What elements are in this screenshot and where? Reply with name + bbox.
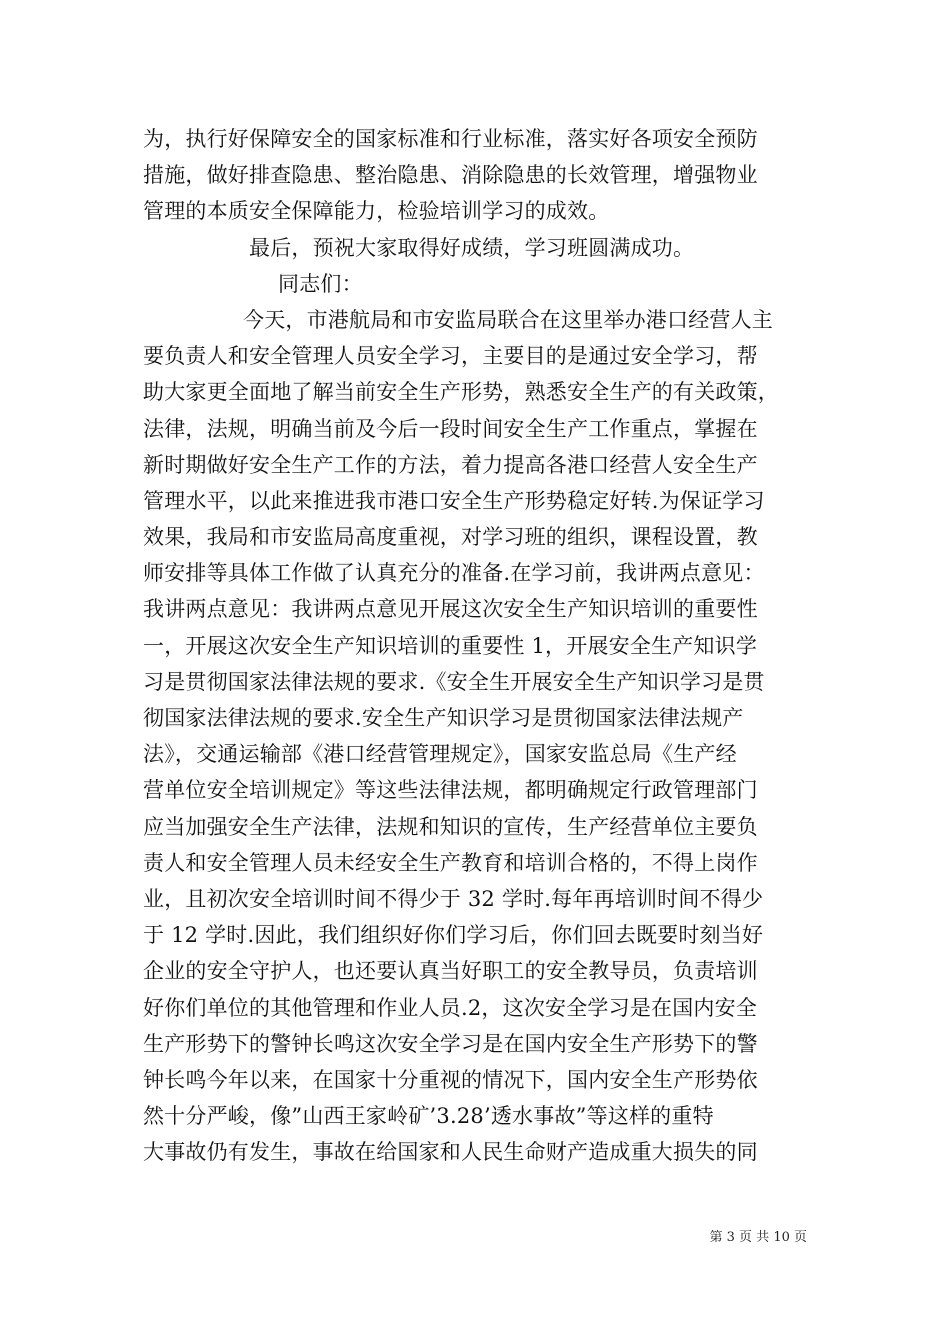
text-line: 生产形势下的警钟长鸣这次安全学习是在国内安全生产形势下的警 <box>143 1031 758 1056</box>
text-line: 要负责人和安全管理人员安全学习，主要目的是通过安全学习，帮 <box>143 344 758 369</box>
paragraph-start: 今天，市港航局和市安监局联合在这里举办港口经营人主 <box>243 307 773 332</box>
text-line: 法律，法规，明确当前及今后一段时间安全生产工作重点，掌握在 <box>143 416 758 441</box>
text-line: 大事故仍有发生，事故在给国家和人民生命财产造成重大损失的同 <box>143 1140 758 1165</box>
text-line: 为，执行好保障安全的国家标准和行业标准，落实好各项安全预防 <box>143 127 758 151</box>
page-number: 第 3 页 共 10 页 <box>709 1230 807 1245</box>
text-line: 企业的安全守护人，也还要认真当好职工的安全教导员，负责培训 <box>143 959 758 984</box>
closing-line: 最后，预祝大家取得好成绩，学习班圆满成功。 <box>249 235 695 260</box>
text-line: 措施，做好排查隐患、整治隐患、消除隐患的长效管理，增强物业 <box>143 163 758 188</box>
text-line: 应当加强安全生产法律，法规和知识的宣传，生产经营单位主要负 <box>143 814 758 839</box>
text-line: 彻国家法律法规的要求.安全生产知识学习是贯彻国家法律法规产 <box>143 706 744 730</box>
text-line: 管理水平，以此来推进我市港口安全生产形势稳定好转.为保证学习 <box>143 488 765 513</box>
text-line: 责人和安全管理人员未经安全生产教育和培训合格的，不得上岗作 <box>143 850 758 875</box>
salutation: 同志们： <box>278 271 363 296</box>
text-line: 我讲两点意见：我讲两点意见开展这次安全生产知识培训的重要性 <box>143 597 758 622</box>
text-line: 于 12 学时.因此，我们组织好你们学习后，你们回去既要时刻当好 <box>143 923 764 948</box>
body-text <box>143 121 808 1170</box>
text-line: 好你们单位的其他管理和作业人员.2，这次安全学习是在国内安全 <box>143 995 758 1020</box>
text-line: 钟长鸣今年以来，在国家十分重视的情况下，国内安全生产形势依 <box>143 1067 758 1092</box>
text-line: 业，且初次安全培训时间不得少于 32 学时.每年再培训时间不得少 <box>143 886 764 911</box>
text-line: 助大家更全面地了解当前安全生产形势，熟悉安全生产的有关政策， <box>143 380 779 405</box>
text-line: 习是贯彻国家法律法规的要求.《安全生开展安全生产知识学习是贯 <box>143 669 765 694</box>
text-line: 一，开展这次安全生产知识培训的重要性 1，开展安全生产知识学 <box>143 633 758 658</box>
text-line: 师安排等具体工作做了认真充分的准备.在学习前，我讲两点意见： <box>143 561 765 586</box>
text-line: 效果，我局和市安监局高度重视，对学习班的组织，课程设置，教 <box>143 525 758 550</box>
text-line: 新时期做好安全生产工作的方法，着力提高各港口经营人安全生产 <box>143 452 758 477</box>
text-line: 然十分严峻，像”山西王家岭矿’3.28’透水事故”等这样的重特 <box>143 1104 714 1129</box>
text-line: 管理的本质安全保障能力，检验培训学习的成效。 <box>143 199 610 224</box>
text-line: 法》，交通运输部《港口经营管理规定》，国家安监总局《生产经 <box>143 742 737 767</box>
text-line: 营单位安全培训规定》等这些法律法规，都明确规定行政管理部门 <box>143 778 758 803</box>
